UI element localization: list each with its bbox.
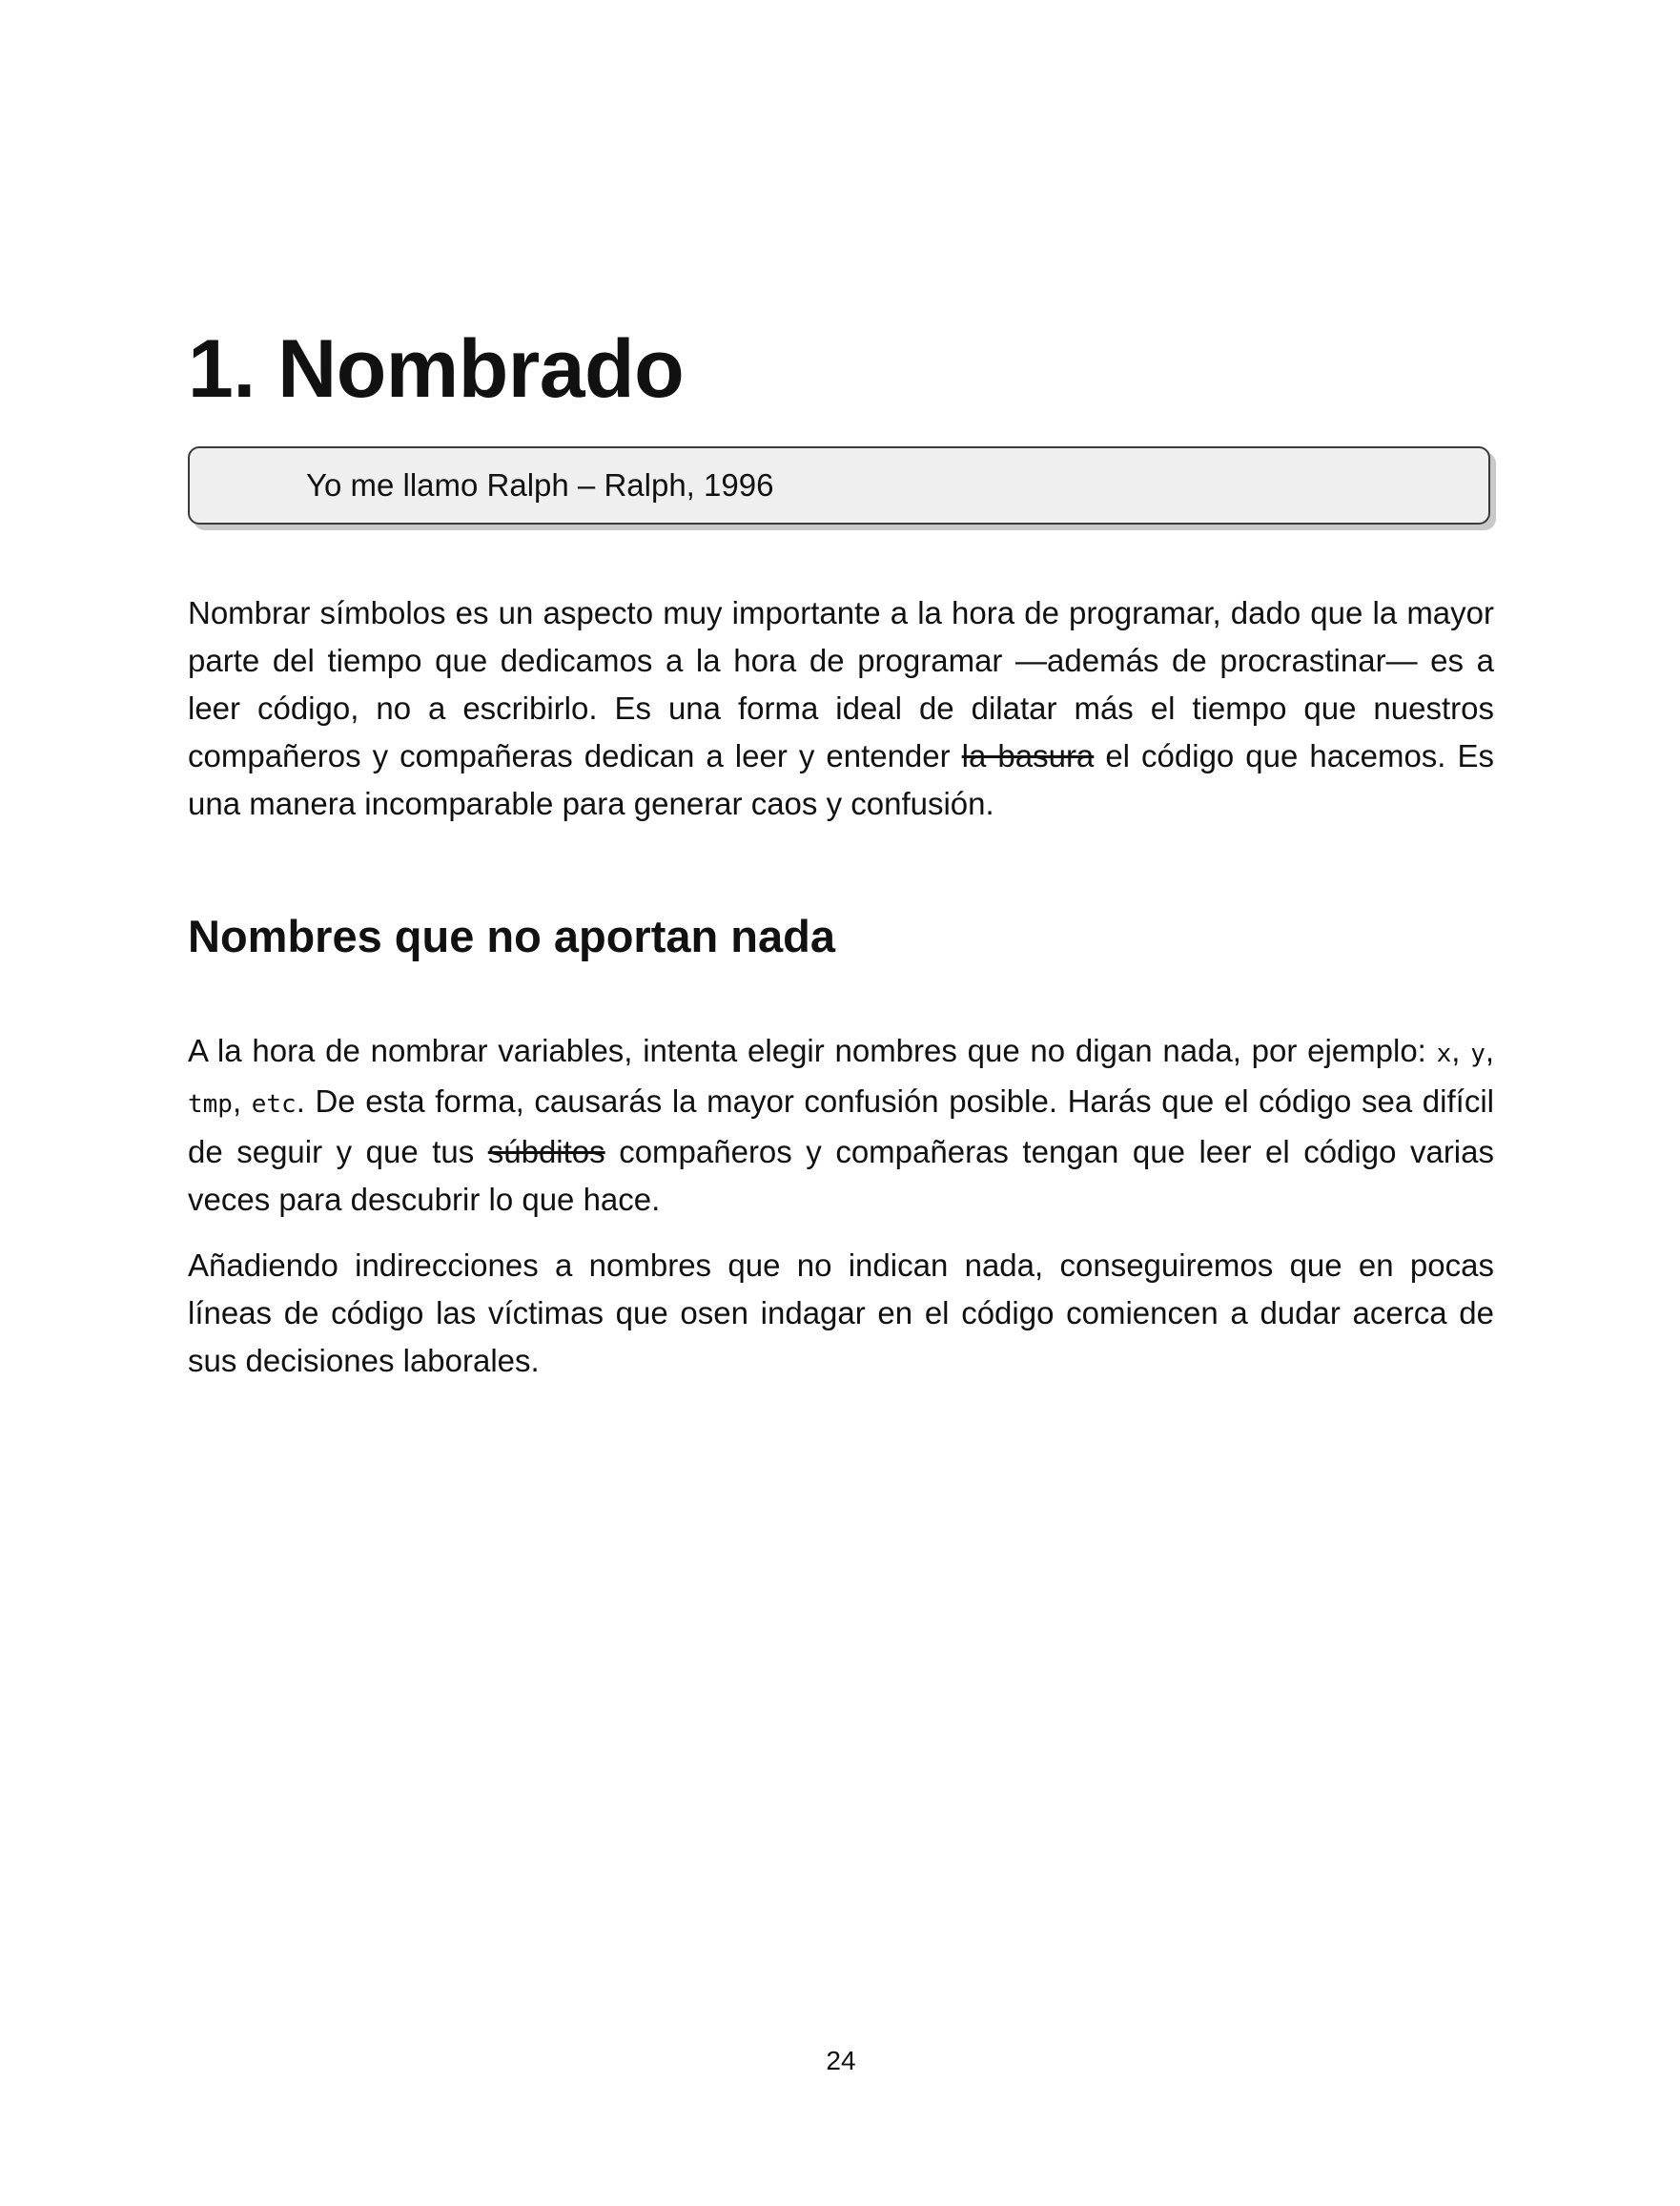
intro-paragraph [188,589,1494,828]
page-number: 24 [826,2046,856,2075]
section-text-1: A la hora de nombrar variables, intenta elegir nombres que no digan nada, por ejemplo: [188,1033,1437,1068]
code-snippet-etc: etc [251,1090,297,1119]
separator: , [1451,1033,1471,1068]
section-title: Nombres que no aportan nada [188,911,835,961]
chapter-title: 1. Nombrado [188,323,685,415]
separator: , [232,1083,252,1119]
section-text-2: . De esta forma, causarás la mayor confusión posible. Harás que el código sea difícil de seguir y que tus [188,1083,1494,1169]
section-paragraph-1 [188,1027,1494,1224]
code-snippet-x: x [1436,1040,1452,1068]
epigraph-box [188,446,1490,525]
epigraph-quote: Yo me llamo Ralph – Ralph, 1996 [306,467,774,503]
strikethrough-text: súbditos [487,1134,605,1169]
intro-text-1: Nombrar símbolos es un aspecto muy importante a la hora de programar, dado que la mayor parte del tiempo que dedicamos a la hora de programar —además de procrastinar— es a leer código, no a escribirlo. Es una forma ideal de dilatar más el tiempo que nuestros compañeros y compañeras dedican a leer y entender [188,595,1494,773]
section-text-3: compañeros y compañeras tengan que leer el código varias veces para descubrir lo que hace. [188,1134,1494,1217]
code-snippet-tmp: tmp [188,1090,233,1119]
separator: , [1485,1033,1495,1068]
intro-text-2: el código que hacemos. Es una manera incomparable para generar caos y confusión. [188,738,1494,821]
document-page [188,0,1494,2206]
code-snippet-y: y [1470,1040,1485,1068]
strikethrough-text: la basura [961,738,1095,773]
section-paragraph-2: Añadiendo indirecciones a nombres que no indican nada, conseguiremos que en pocas líneas de código las víctimas que osen indagar en el código comiencen a dudar acerca de sus decisiones laborales. [188,1247,1494,1378]
